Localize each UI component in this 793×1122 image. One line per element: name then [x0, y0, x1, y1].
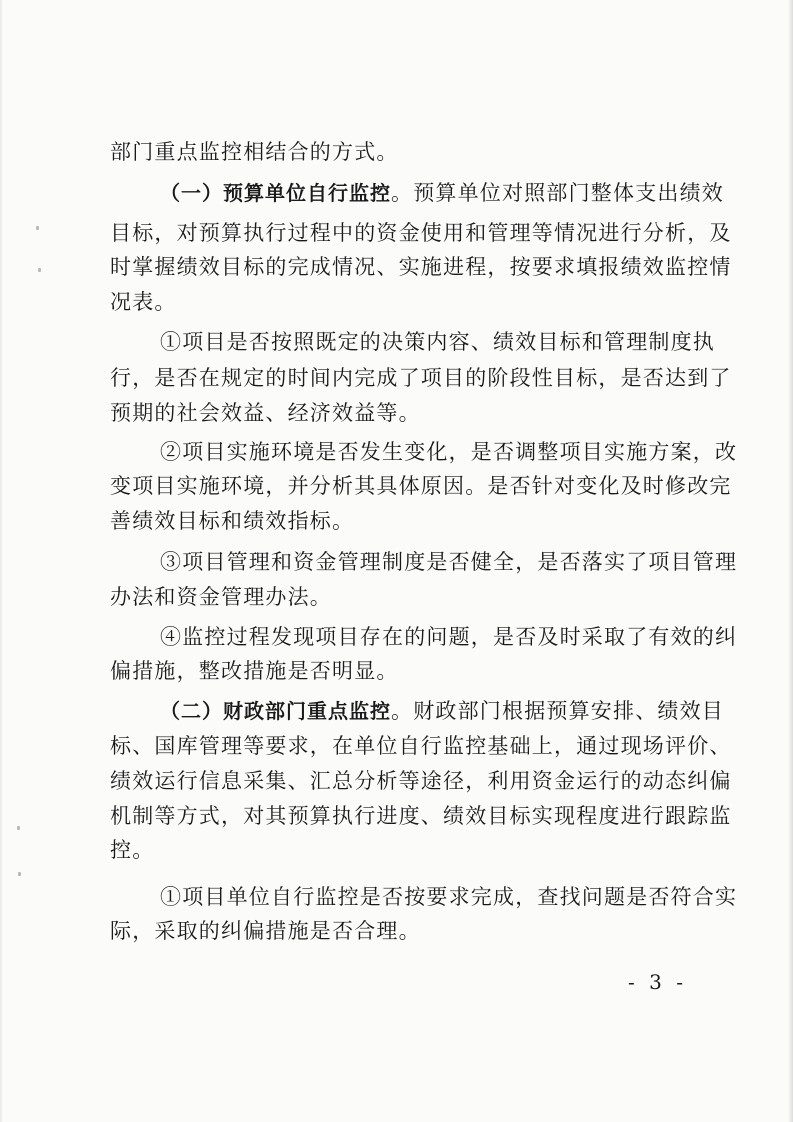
text-line [110, 919, 421, 943]
line-text: 办法和资金管理办法。 [110, 585, 332, 609]
scan-edge-right [788, 0, 793, 1122]
line-text: 部门重点监控相结合的方式。 [110, 140, 399, 164]
text-line [160, 550, 737, 574]
scan-speck [18, 872, 21, 876]
line-text: 。财政部门根据预算安排、绩效目 [391, 699, 724, 723]
text-line [110, 659, 399, 683]
text-line [110, 221, 732, 245]
line-text: 善绩效目标和绩效指标。 [110, 509, 355, 533]
line-text: ①项目是否按照既定的决策内容、绩效目标和管理制度执 [160, 330, 715, 354]
line-text: 预期的社会效益、经济效益等。 [110, 401, 421, 425]
scan-edge-left [0, 0, 3, 1122]
line-text: 机制等方式，对其预算执行进度、绩效目标实现程度进行跟踪监 [110, 804, 732, 828]
text-line [160, 885, 737, 909]
text-line [160, 625, 737, 649]
text-line [110, 474, 732, 498]
text-line [110, 769, 732, 793]
line-text: 目标，对预算执行过程中的资金使用和管理等情况进行分析，及 [110, 221, 732, 245]
text-line [160, 699, 724, 723]
line-text: ④监控过程发现项目存在的问题，是否及时采取了有效的纠 [160, 625, 738, 649]
scan-speck [38, 268, 41, 272]
line-text: 绩效运行信息采集、汇总分析等途径，利用资金运行的动态纠偏 [110, 769, 732, 793]
text-line [110, 401, 421, 425]
line-text: ①项目单位自行监控是否按要求完成，查找问题是否符合实 [160, 885, 738, 909]
scan-speck [17, 826, 20, 830]
line-text: 况表。 [110, 290, 177, 314]
text-line [110, 140, 399, 164]
section-heading: （一）预算单位自行监控 [160, 181, 391, 205]
line-text: 。预算单位对照部门整体支出绩效 [391, 181, 724, 205]
line-text: 变项目实施环境，并分析其具体原因。是否针对变化及时修改完 [110, 474, 732, 498]
line-text: 时掌握绩效目标的完成情况、实施进程，按要求填报绩效监控情 [110, 255, 732, 279]
line-text: 行，是否在规定的时间内完成了项目的阶段性目标，是否达到了 [110, 366, 732, 390]
text-line [110, 366, 732, 390]
text-line [110, 255, 732, 279]
line-text: 际，采取的纠偏措施是否合理。 [110, 919, 421, 943]
section-heading: （二）财政部门重点监控 [160, 699, 391, 723]
line-text: 偏措施，整改措施是否明显。 [110, 659, 399, 683]
scan-speck [36, 226, 39, 230]
line-text: ③项目管理和资金管理制度是否健全，是否落实了项目管理 [160, 550, 738, 574]
page-number: - 3 - [628, 970, 687, 994]
text-line [160, 440, 737, 464]
line-text: ②项目实施环境是否发生变化，是否调整项目实施方案，改 [160, 440, 738, 464]
line-text: 控。 [110, 838, 155, 862]
text-line [110, 509, 354, 533]
text-line [160, 181, 724, 205]
text-line [110, 804, 732, 828]
text-line [110, 838, 154, 862]
line-text: 标、国库管理等要求，在单位自行监控基础上，通过现场评价、 [110, 734, 732, 758]
text-line [160, 330, 715, 354]
text-line [110, 585, 332, 609]
text-line [110, 734, 732, 758]
text-line [110, 290, 177, 314]
